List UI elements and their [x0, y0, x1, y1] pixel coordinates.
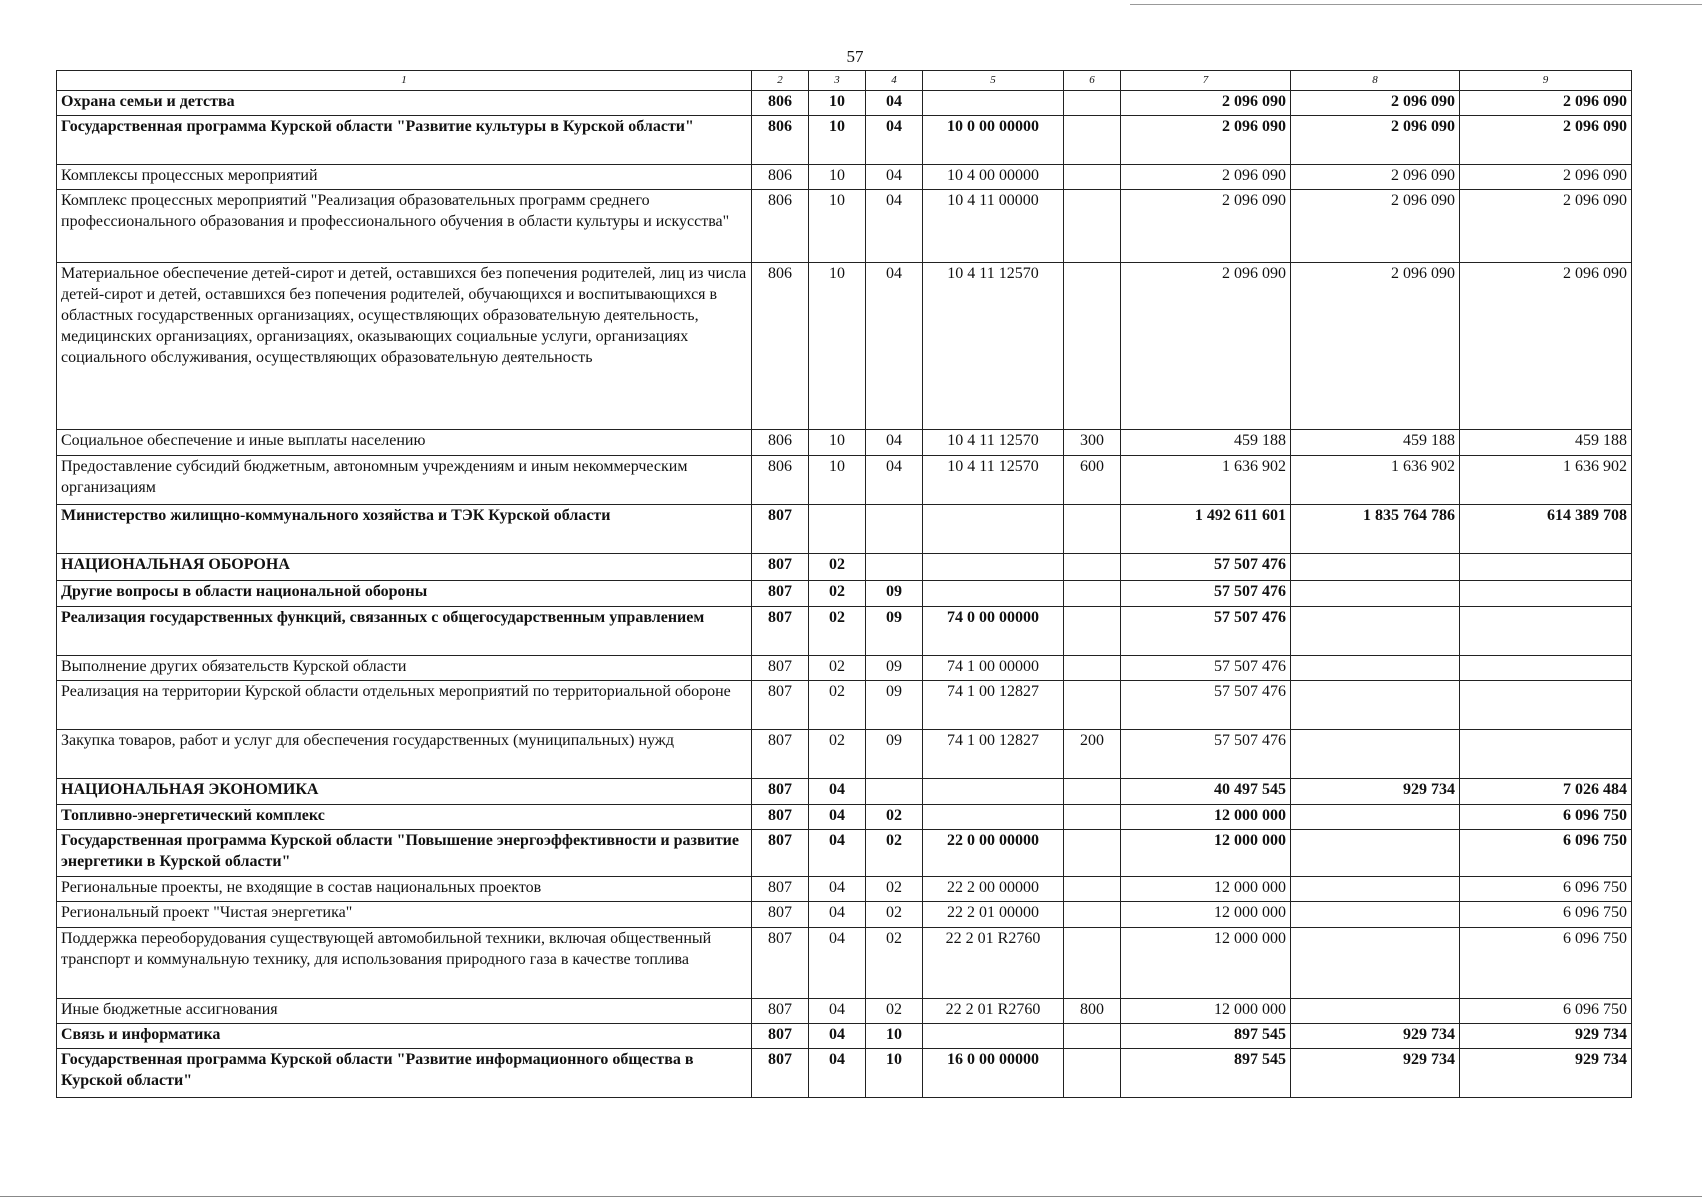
- target-article-code: [923, 91, 1064, 116]
- section-code: 10: [809, 456, 866, 505]
- amount-year-2: 929 734: [1291, 779, 1460, 805]
- ministry-code: 807: [752, 581, 809, 607]
- ministry-code: 807: [752, 779, 809, 805]
- section-code: 02: [809, 656, 866, 681]
- amount-year-2: [1291, 999, 1460, 1024]
- amount-year-2: [1291, 877, 1460, 902]
- section-code: 04: [809, 805, 866, 830]
- section-code: 10: [809, 430, 866, 456]
- table-row: [57, 430, 1632, 456]
- ministry-code: 806: [752, 430, 809, 456]
- row-name: Топливно-энергетический комплекс: [57, 805, 752, 830]
- amount-year-2: 459 188: [1291, 430, 1460, 456]
- row-name: Охрана семьи и детства: [57, 91, 752, 116]
- amount-year-1: 12 000 000: [1121, 928, 1291, 999]
- amount-year-3: 2 096 090: [1460, 190, 1632, 263]
- column-number: 7: [1121, 71, 1291, 91]
- section-code: 04: [809, 877, 866, 902]
- table-row: [57, 505, 1632, 554]
- amount-year-2: 2 096 090: [1291, 91, 1460, 116]
- amount-year-1: 2 096 090: [1121, 116, 1291, 165]
- subsection-code: 09: [866, 681, 923, 730]
- amount-year-2: 2 096 090: [1291, 116, 1460, 165]
- amount-year-3: 6 096 750: [1460, 999, 1632, 1024]
- row-name: НАЦИОНАЛЬНАЯ ОБОРОНА: [57, 554, 752, 581]
- target-article-code: 74 1 00 12827: [923, 730, 1064, 779]
- amount-year-2: 2 096 090: [1291, 165, 1460, 190]
- amount-year-2: [1291, 902, 1460, 928]
- amount-year-3: 614 389 708: [1460, 505, 1632, 554]
- amount-year-1: 2 096 090: [1121, 165, 1291, 190]
- section-code: 04: [809, 830, 866, 877]
- subsection-code: [866, 554, 923, 581]
- amount-year-2: [1291, 607, 1460, 656]
- amount-year-2: [1291, 681, 1460, 730]
- row-name: Иные бюджетные ассигнования: [57, 999, 752, 1024]
- ministry-code: 807: [752, 730, 809, 779]
- amount-year-3: 7 026 484: [1460, 779, 1632, 805]
- target-article-code: 22 2 00 00000: [923, 877, 1064, 902]
- target-article-code: [923, 779, 1064, 805]
- expense-type-code: [1064, 830, 1121, 877]
- amount-year-3: 459 188: [1460, 430, 1632, 456]
- amount-year-1: 57 507 476: [1121, 607, 1291, 656]
- expense-type-code: [1064, 902, 1121, 928]
- expense-type-code: [1064, 805, 1121, 830]
- section-code: 10: [809, 263, 866, 430]
- amount-year-1: 2 096 090: [1121, 263, 1291, 430]
- target-article-code: 16 0 00 00000: [923, 1049, 1064, 1098]
- ministry-code: 807: [752, 830, 809, 877]
- amount-year-1: 1 492 611 601: [1121, 505, 1291, 554]
- amount-year-1: 12 000 000: [1121, 877, 1291, 902]
- table-row: [57, 805, 1632, 830]
- amount-year-3: 929 734: [1460, 1049, 1632, 1098]
- subsection-code: 04: [866, 263, 923, 430]
- table-row: [57, 999, 1632, 1024]
- subsection-code: 04: [866, 456, 923, 505]
- column-number: 8: [1291, 71, 1460, 91]
- target-article-code: 74 1 00 00000: [923, 656, 1064, 681]
- expense-type-code: [1064, 165, 1121, 190]
- target-article-code: 22 2 01 R2760: [923, 928, 1064, 999]
- row-name: Государственная программа Курской области "Развитие культуры в Курской области": [57, 116, 752, 165]
- amount-year-2: [1291, 554, 1460, 581]
- target-article-code: 10 4 11 12570: [923, 456, 1064, 505]
- amount-year-1: 57 507 476: [1121, 581, 1291, 607]
- section-code: 10: [809, 91, 866, 116]
- row-name: Комплексы процессных мероприятий: [57, 165, 752, 190]
- target-article-code: [923, 805, 1064, 830]
- row-name: Поддержка переоборудования существующей автомобильной техники, включая общественный транспорт и коммунальную технику, для использования природного газа в качестве топлива: [57, 928, 752, 999]
- table-row: [57, 190, 1632, 263]
- subsection-code: 04: [866, 190, 923, 263]
- ministry-code: 807: [752, 805, 809, 830]
- row-name: Реализация на территории Курской области отдельных мероприятий по территориальной обороне: [57, 681, 752, 730]
- subsection-code: 02: [866, 999, 923, 1024]
- row-name: Государственная программа Курской области "Повышение энергоэффективности и развитие энергетики в Курской области": [57, 830, 752, 877]
- target-article-code: [923, 581, 1064, 607]
- ministry-code: 806: [752, 263, 809, 430]
- row-name: Комплекс процессных мероприятий "Реализация образовательных программ среднего профессионального образования и профессионального обучения в области культуры и искусства": [57, 190, 752, 263]
- table-row: [57, 263, 1632, 430]
- expense-type-code: [1064, 116, 1121, 165]
- subsection-code: [866, 505, 923, 554]
- amount-year-3: [1460, 581, 1632, 607]
- amount-year-1: 57 507 476: [1121, 656, 1291, 681]
- table-row: [57, 91, 1632, 116]
- amount-year-1: 12 000 000: [1121, 999, 1291, 1024]
- subsection-code: 09: [866, 581, 923, 607]
- row-name: Закупка товаров, работ и услуг для обеспечения государственных (муниципальных) нужд: [57, 730, 752, 779]
- expense-type-code: 300: [1064, 430, 1121, 456]
- expense-type-code: [1064, 928, 1121, 999]
- row-name: Материальное обеспечение детей-сирот и детей, оставшихся без попечения родителей, лиц из числа детей-сирот и детей, оставшихся без попечения родителей, обучающихся и воспитывающихся в областных государственных организациях, осуществляющих образовательную деятельность, медицинских организациях, организациях, оказывающих социальные услуги, организациях социального обслуживания, осуществляющих образовательную деятельность: [57, 263, 752, 430]
- amount-year-3: [1460, 656, 1632, 681]
- subsection-code: 10: [866, 1049, 923, 1098]
- amount-year-3: 1 636 902: [1460, 456, 1632, 505]
- amount-year-2: 1 636 902: [1291, 456, 1460, 505]
- bottom-edge-rule: [0, 1196, 1702, 1197]
- amount-year-2: 2 096 090: [1291, 190, 1460, 263]
- amount-year-1: 12 000 000: [1121, 805, 1291, 830]
- expense-type-code: [1064, 91, 1121, 116]
- table-row: [57, 1049, 1632, 1098]
- ministry-code: 807: [752, 656, 809, 681]
- ministry-code: 807: [752, 902, 809, 928]
- table-row: [57, 779, 1632, 805]
- expense-type-code: [1064, 1024, 1121, 1049]
- amount-year-1: 57 507 476: [1121, 554, 1291, 581]
- table-row: [57, 554, 1632, 581]
- row-name: Министерство жилищно-коммунального хозяйства и ТЭК Курской области: [57, 505, 752, 554]
- section-code: 10: [809, 116, 866, 165]
- table-row: [57, 165, 1632, 190]
- subsection-code: 04: [866, 430, 923, 456]
- section-code: 02: [809, 607, 866, 656]
- amount-year-2: 929 734: [1291, 1024, 1460, 1049]
- subsection-code: 09: [866, 607, 923, 656]
- expense-type-code: [1064, 263, 1121, 430]
- ministry-code: 806: [752, 190, 809, 263]
- expense-type-code: [1064, 190, 1121, 263]
- target-article-code: 10 4 11 12570: [923, 430, 1064, 456]
- table-row: [57, 730, 1632, 779]
- row-name: Выполнение других обязательств Курской области: [57, 656, 752, 681]
- subsection-code: 02: [866, 830, 923, 877]
- section-code: 04: [809, 1024, 866, 1049]
- amount-year-1: 459 188: [1121, 430, 1291, 456]
- ministry-code: 807: [752, 607, 809, 656]
- row-name: НАЦИОНАЛЬНАЯ ЭКОНОМИКА: [57, 779, 752, 805]
- table-row: [57, 456, 1632, 505]
- amount-year-1: 12 000 000: [1121, 830, 1291, 877]
- amount-year-3: 6 096 750: [1460, 902, 1632, 928]
- expense-type-code: 600: [1064, 456, 1121, 505]
- table-row: [57, 877, 1632, 902]
- amount-year-1: 2 096 090: [1121, 91, 1291, 116]
- expense-type-code: [1064, 877, 1121, 902]
- table-row: [57, 928, 1632, 999]
- section-code: 10: [809, 190, 866, 263]
- ministry-code: 807: [752, 1024, 809, 1049]
- amount-year-2: [1291, 830, 1460, 877]
- amount-year-2: [1291, 581, 1460, 607]
- amount-year-3: 6 096 750: [1460, 877, 1632, 902]
- target-article-code: [923, 1024, 1064, 1049]
- ministry-code: 807: [752, 1049, 809, 1098]
- top-edge-rule: [1130, 4, 1702, 5]
- subsection-code: 02: [866, 805, 923, 830]
- section-code: 02: [809, 681, 866, 730]
- subsection-code: 04: [866, 116, 923, 165]
- amount-year-1: 57 507 476: [1121, 730, 1291, 779]
- expense-type-code: [1064, 581, 1121, 607]
- expense-type-code: [1064, 505, 1121, 554]
- amount-year-3: 2 096 090: [1460, 91, 1632, 116]
- expense-type-code: [1064, 656, 1121, 681]
- table-row: [57, 830, 1632, 877]
- row-name: Другие вопросы в области национальной обороны: [57, 581, 752, 607]
- target-article-code: 22 2 01 R2760: [923, 999, 1064, 1024]
- amount-year-1: 897 545: [1121, 1024, 1291, 1049]
- amount-year-2: 929 734: [1291, 1049, 1460, 1098]
- expense-type-code: [1064, 681, 1121, 730]
- amount-year-3: [1460, 681, 1632, 730]
- section-code: 02: [809, 554, 866, 581]
- subsection-code: 04: [866, 91, 923, 116]
- amount-year-3: 6 096 750: [1460, 830, 1632, 877]
- table-row: [57, 116, 1632, 165]
- row-name: Реализация государственных функций, связанных с общегосударственным управлением: [57, 607, 752, 656]
- ministry-code: 807: [752, 681, 809, 730]
- subsection-code: 09: [866, 656, 923, 681]
- amount-year-1: 1 636 902: [1121, 456, 1291, 505]
- section-code: 10: [809, 165, 866, 190]
- column-number: 2: [752, 71, 809, 91]
- amount-year-2: [1291, 805, 1460, 830]
- amount-year-3: [1460, 607, 1632, 656]
- subsection-code: 02: [866, 877, 923, 902]
- amount-year-3: 6 096 750: [1460, 928, 1632, 999]
- table-row: [57, 1024, 1632, 1049]
- column-number: 4: [866, 71, 923, 91]
- column-number: 6: [1064, 71, 1121, 91]
- row-name: Предоставление субсидий бюджетным, автономным учреждениям и иным некоммерческим организациям: [57, 456, 752, 505]
- target-article-code: 22 0 00 00000: [923, 830, 1064, 877]
- amount-year-1: 12 000 000: [1121, 902, 1291, 928]
- target-article-code: 22 2 01 00000: [923, 902, 1064, 928]
- column-number: 9: [1460, 71, 1632, 91]
- table-row: [57, 581, 1632, 607]
- amount-year-2: 2 096 090: [1291, 263, 1460, 430]
- section-code: [809, 505, 866, 554]
- ministry-code: 807: [752, 999, 809, 1024]
- ministry-code: 807: [752, 505, 809, 554]
- amount-year-2: [1291, 730, 1460, 779]
- column-number: 1: [57, 71, 752, 91]
- ministry-code: 807: [752, 554, 809, 581]
- target-article-code: 10 0 00 00000: [923, 116, 1064, 165]
- amount-year-3: 6 096 750: [1460, 805, 1632, 830]
- subsection-code: 09: [866, 730, 923, 779]
- section-code: 04: [809, 1049, 866, 1098]
- section-code: 02: [809, 581, 866, 607]
- target-article-code: 10 4 11 12570: [923, 263, 1064, 430]
- section-code: 04: [809, 779, 866, 805]
- target-article-code: [923, 505, 1064, 554]
- target-article-code: 10 4 11 00000: [923, 190, 1064, 263]
- table-row: [57, 902, 1632, 928]
- section-code: 02: [809, 730, 866, 779]
- table-row: [57, 607, 1632, 656]
- row-name: Региональные проекты, не входящие в состав национальных проектов: [57, 877, 752, 902]
- table-row: [57, 656, 1632, 681]
- column-number: 5: [923, 71, 1064, 91]
- subsection-code: 04: [866, 165, 923, 190]
- amount-year-2: [1291, 656, 1460, 681]
- amount-year-2: [1291, 928, 1460, 999]
- subsection-code: [866, 779, 923, 805]
- row-name: Государственная программа Курской области "Развитие информационного общества в Курской области": [57, 1049, 752, 1098]
- amount-year-1: 40 497 545: [1121, 779, 1291, 805]
- ministry-code: 806: [752, 116, 809, 165]
- column-number: 3: [809, 71, 866, 91]
- row-name: Связь и информатика: [57, 1024, 752, 1049]
- amount-year-1: 2 096 090: [1121, 190, 1291, 263]
- amount-year-3: [1460, 730, 1632, 779]
- row-name: Социальное обеспечение и иные выплаты населению: [57, 430, 752, 456]
- amount-year-3: 2 096 090: [1460, 263, 1632, 430]
- expense-type-code: 200: [1064, 730, 1121, 779]
- amount-year-3: 2 096 090: [1460, 165, 1632, 190]
- expense-type-code: [1064, 554, 1121, 581]
- amount-year-1: 57 507 476: [1121, 681, 1291, 730]
- section-code: 04: [809, 999, 866, 1024]
- expense-type-code: 800: [1064, 999, 1121, 1024]
- amount-year-3: [1460, 554, 1632, 581]
- ministry-code: 806: [752, 91, 809, 116]
- target-article-code: 10 4 00 00000: [923, 165, 1064, 190]
- target-article-code: [923, 554, 1064, 581]
- target-article-code: 74 0 00 00000: [923, 607, 1064, 656]
- ministry-code: 807: [752, 877, 809, 902]
- page-number: 57: [846, 47, 864, 66]
- subsection-code: 10: [866, 1024, 923, 1049]
- column-number-header-row: [57, 71, 1632, 91]
- amount-year-3: 2 096 090: [1460, 116, 1632, 165]
- subsection-code: 02: [866, 928, 923, 999]
- section-code: 04: [809, 928, 866, 999]
- expense-type-code: [1064, 607, 1121, 656]
- budget-table: [56, 70, 1632, 1098]
- amount-year-1: 897 545: [1121, 1049, 1291, 1098]
- amount-year-3: 929 734: [1460, 1024, 1632, 1049]
- expense-type-code: [1064, 1049, 1121, 1098]
- row-name: Региональный проект "Чистая энергетика": [57, 902, 752, 928]
- target-article-code: 74 1 00 12827: [923, 681, 1064, 730]
- amount-year-2: 1 835 764 786: [1291, 505, 1460, 554]
- ministry-code: 806: [752, 165, 809, 190]
- expense-type-code: [1064, 779, 1121, 805]
- subsection-code: 02: [866, 902, 923, 928]
- section-code: 04: [809, 902, 866, 928]
- table-row: [57, 681, 1632, 730]
- ministry-code: 807: [752, 928, 809, 999]
- ministry-code: 806: [752, 456, 809, 505]
